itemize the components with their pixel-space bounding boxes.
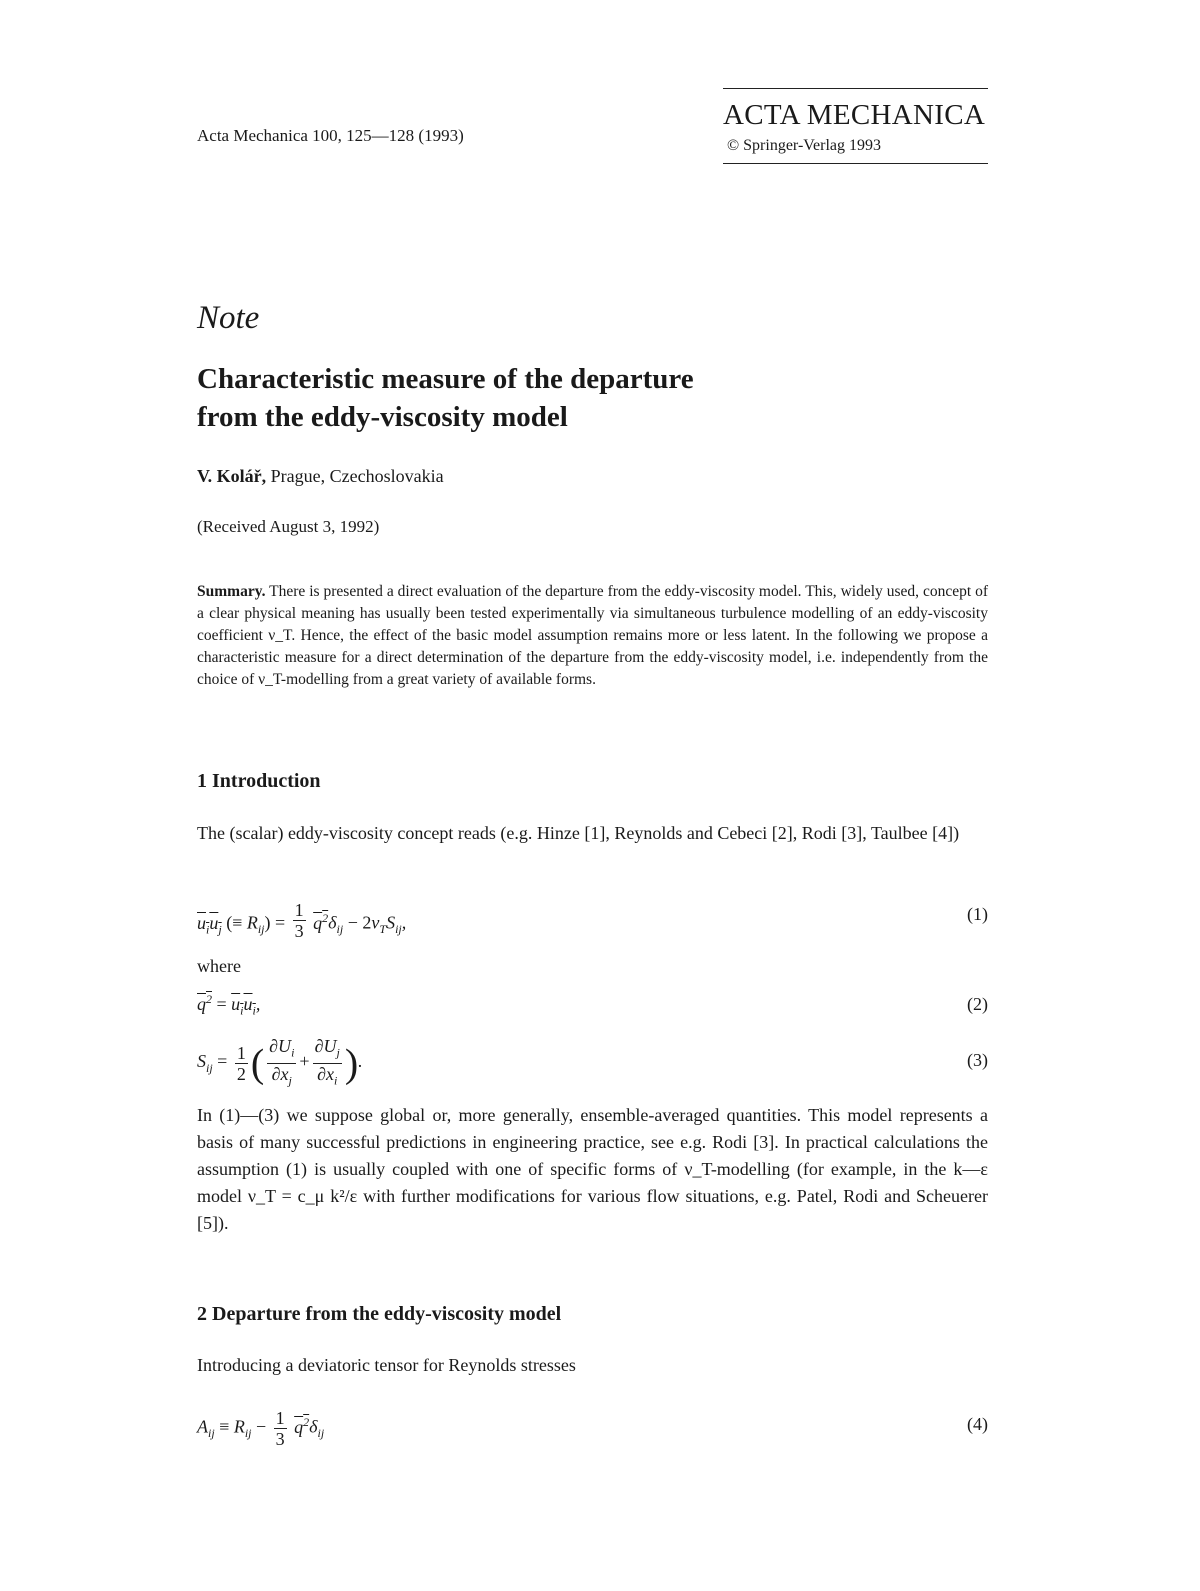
equation-4-body: $A_{ij} \equiv R_{ij}$ − $\frac{1}{3}$ $q^2\delta_{ij}$: [197, 1408, 325, 1449]
masthead-bottom-rule: [723, 163, 988, 164]
equation-3-number: (3): [967, 1050, 988, 1070]
journal-masthead: [723, 88, 988, 164]
equation-1-body: $u_iu_j$ (≡ $R_{ij}$) = $\frac{1}{3}$ $q^2\delta_{ij} - 2\nu_TS_{ij}$,: [197, 900, 407, 941]
copyright-line: © Springer-Verlag 1993: [727, 137, 882, 154]
journal-reference: Acta Mechanica 100, 125—128 (1993): [197, 126, 464, 145]
author-affiliation: Prague, Czechoslovakia: [266, 466, 444, 486]
equation-1: [197, 896, 988, 940]
section-1-paragraph-2: In (1)—(3) we suppose global or, more generally, ensemble-averaged quantities. This model represents a basis of many successful predictions in engineering practice, see e.g. Rodi [3]. In practical calculations the assumption (1) is usually coupled with one of specific forms of ν_T-modelling (for example, in the k—ε model ν_T = c_μ k²/ε with further modifications for various flow situations, e.g. Patel, Rodi and Scheuerer [5]).: [197, 1105, 988, 1233]
article-type-label: Note: [197, 300, 260, 336]
title-line-2: from the eddy-viscosity model: [197, 401, 568, 433]
author-line: [197, 466, 444, 487]
summary-label: Summary.: [197, 583, 266, 600]
section-1-heading: 1 Introduction: [197, 770, 321, 792]
equation-4: [197, 1404, 988, 1450]
where-text: where: [197, 956, 241, 976]
journal-name: ACTA MECHANICA: [723, 99, 986, 131]
equation-1-number: (1): [967, 904, 988, 924]
equation-2-body: $q^2 = u_iu_i$,: [197, 992, 261, 1018]
equation-3: [197, 1036, 988, 1088]
section-2-paragraph-1: Introducing a deviatoric tensor for Reynolds stresses: [197, 1355, 576, 1375]
title-line-1: Characteristic measure of the departure: [197, 363, 694, 395]
author-name: V. Kolář,: [197, 466, 267, 486]
received-date: (Received August 3, 1992): [197, 517, 380, 536]
masthead-top-rule: [723, 88, 988, 89]
section-2-heading: 2 Departure from the eddy-viscosity model: [197, 1303, 562, 1325]
summary-text: There is presented a direct evaluation of the departure from the eddy-viscosity model. This, widely used, concept of a clear physical meaning has usually been tested experimentally via simultaneous turbulence modelling of an eddy-viscosity coefficient ν_T. Hence, the effect of the basic model assumption remains more or less latent. In the following we propose a characteristic measure for a direct determination of the departure from the eddy-viscosity model, i.e. independently from the choice of ν_T-modelling from a great variety of available forms.: [197, 583, 988, 688]
equation-2: [197, 992, 988, 1022]
article-title: [197, 360, 694, 436]
equation-3-body: $S_{ij}$ = $\frac{1}{2}$ ( $\frac{\partial U_i}{\partial x_j}$ + $\frac{\partial U_j}{\partial x_i}$ ).: [197, 1036, 363, 1088]
summary-block: [197, 581, 988, 691]
equation-4-number: (4): [967, 1414, 988, 1434]
section-1-paragraph-1: The (scalar) eddy-viscosity concept reads (e.g. Hinze [1], Reynolds and Cebeci [2], Rodi [3], Taulbee [4]): [197, 823, 960, 843]
equation-2-number: (2): [967, 994, 988, 1014]
